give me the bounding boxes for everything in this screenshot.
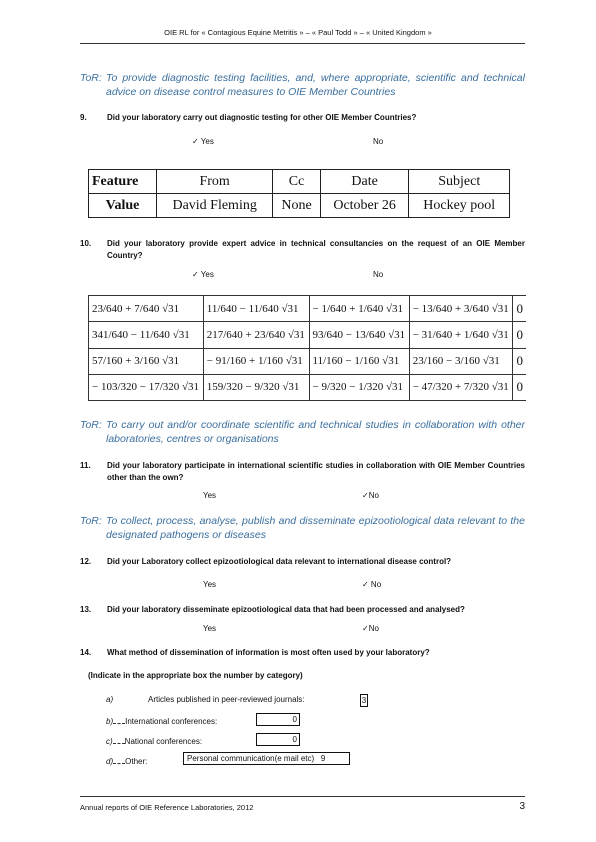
question-12 bbox=[80, 556, 525, 568]
table-cell: − 31/640 + 1/640 √31 bbox=[409, 322, 513, 348]
table-row bbox=[89, 348, 527, 374]
q11-no-option[interactable]: ✓No bbox=[362, 491, 379, 500]
tor-section-1 bbox=[80, 71, 525, 99]
table-cell: 0 bbox=[513, 348, 526, 374]
item-b-count-field[interactable]: 0 bbox=[256, 713, 300, 726]
table-cell: October 26 bbox=[320, 194, 409, 218]
item-letter: c) bbox=[106, 737, 113, 746]
table-row bbox=[89, 322, 527, 348]
table-cell: − 91/160 + 1/160 √31 bbox=[203, 348, 309, 374]
table-cell: Value bbox=[89, 194, 157, 218]
table-cell: − 1/640 + 1/640 √31 bbox=[309, 296, 409, 322]
table-cell: Date bbox=[320, 170, 409, 194]
page-number: 3 bbox=[519, 801, 525, 812]
question-number: 12. bbox=[80, 557, 92, 566]
item-a-label: Articles published in peer-reviewed journals: bbox=[148, 695, 305, 704]
table-cell: 341/640 − 11/640 √31 bbox=[89, 322, 204, 348]
table-row bbox=[89, 194, 510, 218]
q10-yes-option[interactable]: ✓ Yes bbox=[192, 270, 214, 279]
q9-yes-option[interactable]: ✓ Yes bbox=[192, 137, 214, 146]
question-number: 13. bbox=[80, 605, 92, 614]
q12-yes-option[interactable]: Yes bbox=[203, 580, 217, 589]
item-c-count-field[interactable]: 0 bbox=[256, 733, 300, 746]
tor-text: To provide diagnostic testing facilities, and, where appropriate, scientific and technical advice on disease control measures to OIE Member Countries bbox=[106, 72, 525, 98]
table-cell: 0 bbox=[513, 296, 526, 322]
item-b bbox=[106, 715, 217, 726]
table-cell: 217/640 + 23/640 √31 bbox=[203, 322, 309, 348]
table-cell: − 13/640 + 3/640 √31 bbox=[409, 296, 513, 322]
question-text: Did your Laboratory collect epizootiological data relevant to international disease control? bbox=[107, 557, 452, 566]
table-cell: Hockey pool bbox=[409, 194, 510, 218]
question-text: Did your laboratory carry out diagnostic testing for other OIE Member Countries? bbox=[107, 113, 417, 122]
item-letter: a) bbox=[106, 695, 114, 704]
table-row bbox=[89, 170, 510, 194]
question-11 bbox=[80, 460, 525, 483]
item-d bbox=[106, 755, 147, 766]
tor-text: To collect, process, analyse, publish and disseminate epizootiological data relevant to the designated pathogens or diseases bbox=[106, 515, 525, 541]
table-cell: None bbox=[273, 194, 321, 218]
item-letter: b) bbox=[106, 717, 114, 726]
item-a bbox=[106, 695, 113, 704]
page-footer: Annual reports of OIE Reference Laboratories, 2012 bbox=[80, 803, 254, 812]
q9-no-option[interactable]: No bbox=[373, 137, 384, 146]
question-number: 14. bbox=[80, 648, 92, 657]
tor-section-3 bbox=[80, 514, 525, 542]
item-c-label: National conferences: bbox=[124, 737, 203, 746]
item-c bbox=[106, 735, 202, 746]
question-text: Did your laboratory participate in international scientific studies in collaboration with OIE Member Countries other than the own? bbox=[107, 461, 525, 482]
header-divider bbox=[80, 43, 525, 44]
blank-line bbox=[113, 715, 125, 724]
table-cell: 0 bbox=[513, 374, 526, 400]
page-header: OIE RL for « Contagious Equine Metritis » – « Paul Todd » – « United Kingdom » bbox=[164, 28, 432, 37]
table-cell: Cc bbox=[273, 170, 321, 194]
tor-label: ToR: bbox=[80, 419, 102, 431]
q13-yes-option[interactable]: Yes bbox=[203, 624, 217, 633]
item-d-other-field[interactable]: Personal communication(e mail etc) 9 bbox=[183, 752, 350, 765]
q13-no-option[interactable]: ✓No bbox=[362, 624, 379, 633]
table-cell: 0 bbox=[513, 322, 526, 348]
question-text: Did your laboratory provide expert advice in technical consultancies on the request of an OIE Member Country? bbox=[107, 239, 525, 260]
question-number: 11. bbox=[80, 461, 91, 470]
table-cell: − 103/320 − 17/320 √31 bbox=[89, 374, 204, 400]
question-text: What method of dissemination of information is most often used by your laboratory? bbox=[107, 648, 430, 657]
question-14 bbox=[80, 647, 525, 659]
item-a-count-field[interactable]: 3 bbox=[361, 696, 367, 705]
matrix-table bbox=[88, 295, 526, 401]
table-cell: David Fleming bbox=[156, 194, 272, 218]
q10-no-option[interactable]: No bbox=[373, 270, 384, 279]
item-d-label: Other: bbox=[125, 757, 148, 766]
tor-label: ToR: bbox=[80, 72, 102, 84]
table-cell: 93/640 − 13/640 √31 bbox=[309, 322, 409, 348]
question-13 bbox=[80, 604, 525, 616]
tor-text: To carry out and/or coordinate scientific and technical studies in collaboration with other laboratories, centres or organisations bbox=[106, 419, 525, 445]
question-9 bbox=[80, 112, 525, 124]
footer-divider bbox=[80, 796, 525, 797]
table-cell: 159/320 − 9/320 √31 bbox=[203, 374, 309, 400]
table-row bbox=[89, 296, 527, 322]
question-10 bbox=[80, 238, 525, 261]
table-cell: 23/160 − 3/160 √31 bbox=[409, 348, 513, 374]
table-cell: − 9/320 − 1/320 √31 bbox=[309, 374, 409, 400]
table-cell: From bbox=[156, 170, 272, 194]
table-cell: 11/640 − 11/640 √31 bbox=[203, 296, 309, 322]
table-cell: Subject bbox=[409, 170, 510, 194]
item-b-label: International conferences: bbox=[125, 717, 218, 726]
blank-line bbox=[113, 735, 125, 744]
question-number: 9. bbox=[80, 113, 87, 122]
item-letter: d) bbox=[106, 757, 114, 766]
tor-label: ToR: bbox=[80, 515, 102, 527]
feature-value-table bbox=[88, 169, 510, 218]
blank-line bbox=[113, 755, 125, 764]
table-cell: 57/160 + 3/160 √31 bbox=[89, 348, 204, 374]
q12-no-option[interactable]: ✓ No bbox=[362, 580, 382, 589]
question-number: 10. bbox=[80, 239, 92, 248]
table-cell: 11/160 − 1/160 √31 bbox=[309, 348, 409, 374]
table-cell: Feature bbox=[89, 170, 157, 194]
table-row bbox=[89, 374, 527, 400]
table-cell: − 47/320 + 7/320 √31 bbox=[409, 374, 513, 400]
table-cell: 23/640 + 7/640 √31 bbox=[89, 296, 204, 322]
indicate-instruction: (Indicate in the appropriate box the number by category) bbox=[88, 671, 303, 680]
tor-section-2 bbox=[80, 418, 525, 446]
q11-yes-option[interactable]: Yes bbox=[203, 491, 217, 500]
question-text: Did your laboratory disseminate epizootiological data that had been processed and analysed? bbox=[107, 605, 465, 614]
